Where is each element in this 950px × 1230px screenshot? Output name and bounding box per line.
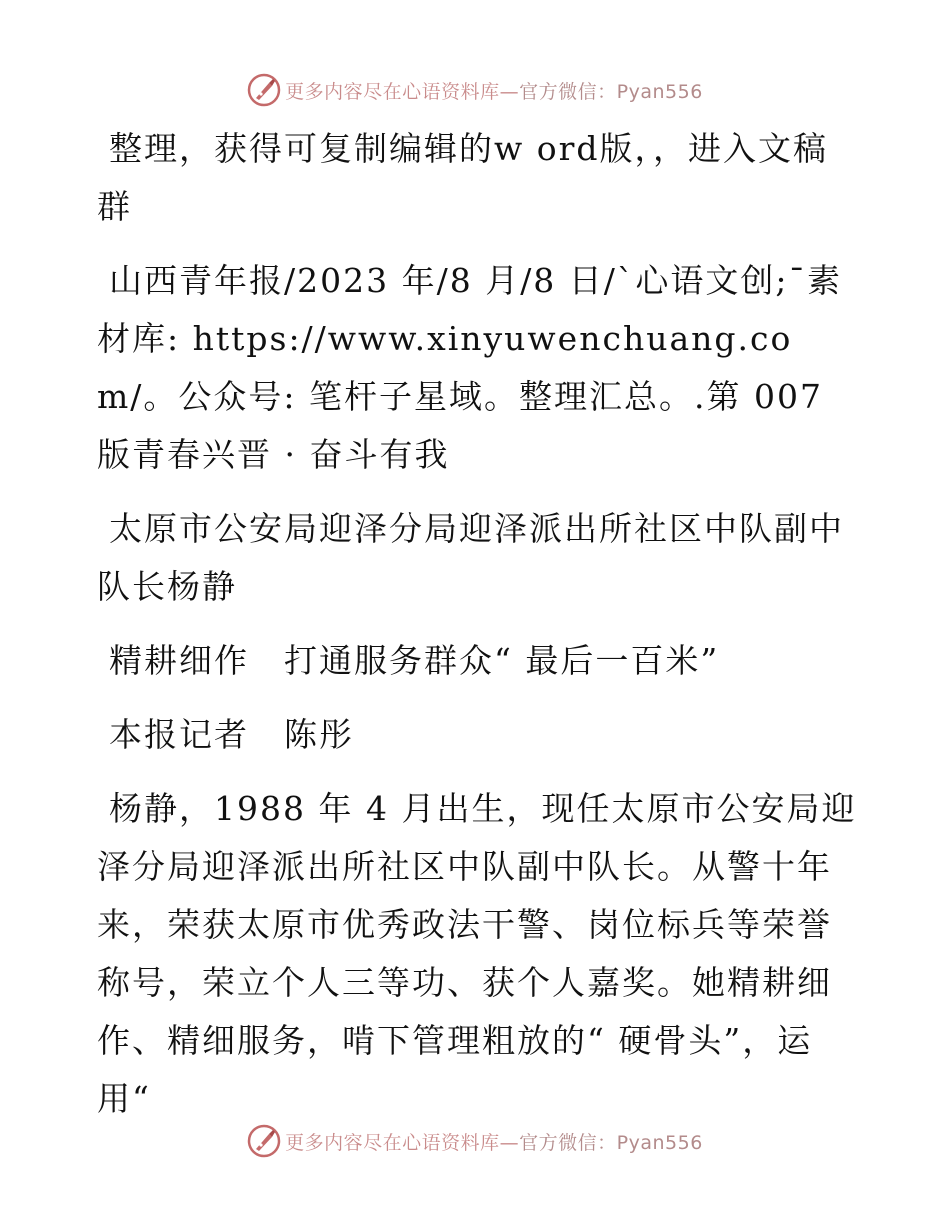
- pen-nib-logo-icon: [247, 73, 281, 107]
- document-body: [97, 120, 857, 1144]
- article-byline: 本报记者 陈彤: [109, 715, 354, 754]
- paragraph-biography: 杨静，1988 年 4 月出生，现任太原市公安局迎泽分局迎泽派出所社区中队副中队长。从警十年来，荣获太原市优秀政法干警、岗位标兵等荣誉称号，荣立个人三等功、获个人嘉奖。她精耕细作、精细服务，啃下管理粗放的“ 硬骨头”，运用“: [97, 789, 857, 1118]
- article-headline: 精耕细作 打通服务群众“ 最后一百米”: [109, 641, 720, 680]
- paragraph-intro: 整理，获得可复制编辑的w ord版，，进入文稿群: [97, 129, 829, 226]
- footer-watermark-text: 更多内容尽在心语资料库—官方微信：Pyan556: [285, 1131, 703, 1154]
- pen-nib-logo-icon: [247, 1124, 281, 1158]
- footer-watermark-banner: [0, 1121, 950, 1161]
- paragraph-source: 山西青年报/2023 年/8 月/8 日/`心语文创;¯素材库: https://www.xinyuwenchuang.com/。公众号: 笔杆子星域。整理汇总。.第 007 版青春兴晋 · 奋斗有我: [97, 261, 843, 474]
- header-watermark-banner: [0, 70, 950, 110]
- paragraph-subject-title: 太原市公安局迎泽分局迎泽派出所社区中队副中队长杨静: [97, 509, 844, 606]
- header-watermark-text: 更多内容尽在心语资料库—官方微信：Pyan556: [285, 80, 703, 103]
